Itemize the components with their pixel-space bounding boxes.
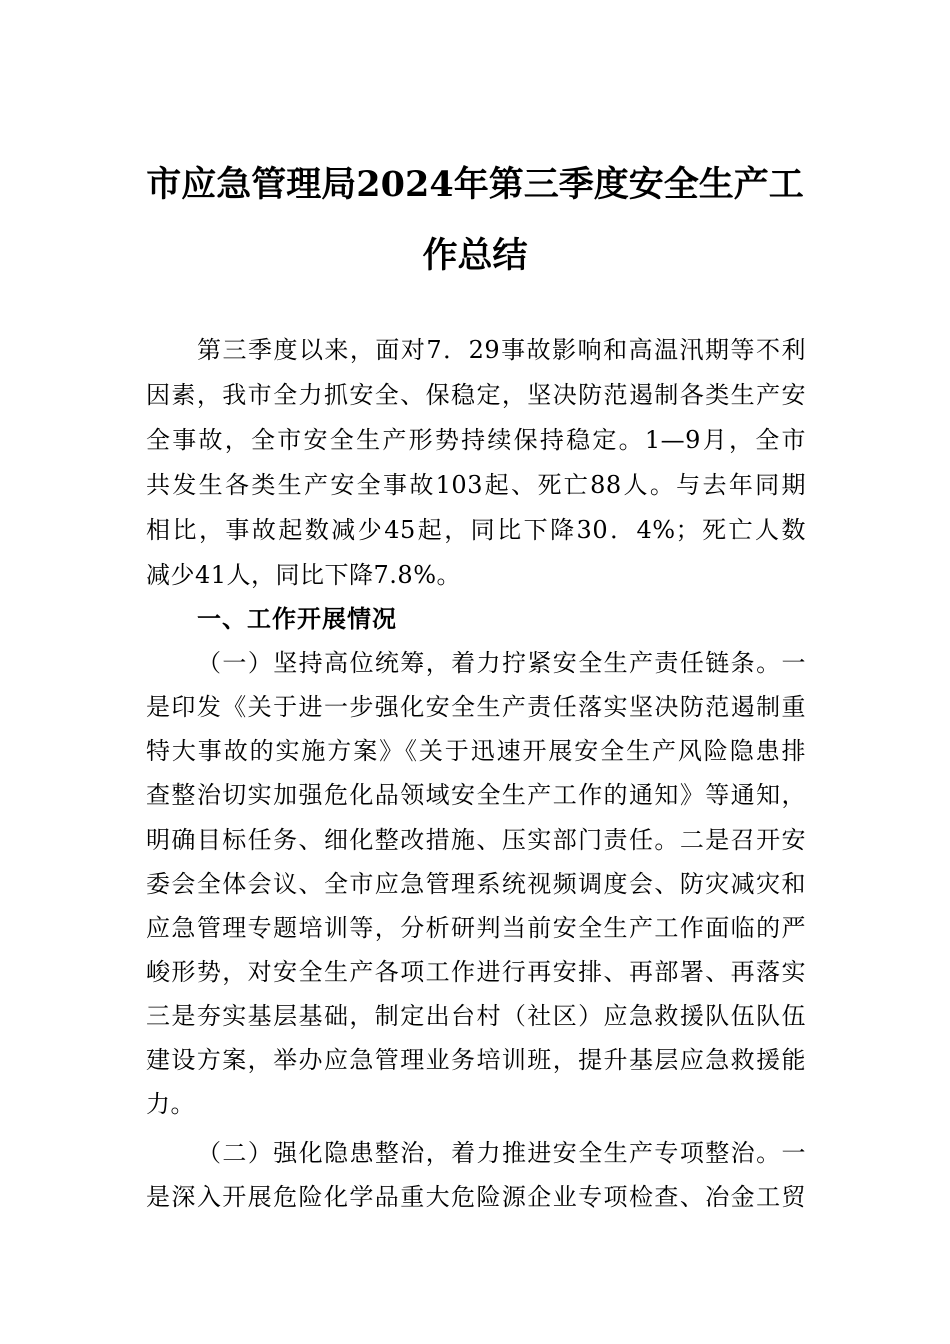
paragraph-1-line: 因素，我市全力抓安全、保稳定，坚决防范遏制各类生产安 (146, 381, 806, 409)
paragraph-2-line: 峻形势，对安全生产各项工作进行再安排、再部署、再落实 (146, 958, 806, 986)
paragraph-2-line: （一）坚持高位统筹，着力拧紧安全生产责任链条。一 (197, 649, 806, 677)
paragraph-1-line: 共发生各类生产安全事故103起、死亡88人。与去年同期 (146, 471, 806, 499)
paragraph-2-line: 应急管理专题培训等，分析研判当前安全生产工作面临的严 (146, 914, 806, 942)
paragraph-2-line: 特大事故的实施方案》《关于迅速开展安全生产风险隐患排 (146, 737, 806, 765)
paragraph-3-line: 是深入开展危险化学品重大危险源企业专项检查、冶金工贸 (146, 1183, 806, 1211)
paragraph-2-line: 三是夯实基层基础，制定出台村（社区）应急救援队伍队伍 (146, 1002, 806, 1030)
paragraph-1-line: 全事故，全市安全生产形势持续保持稳定。1—9月，全市 (146, 426, 806, 454)
paragraph-2-line: 建设方案，举办应急管理业务培训班，提升基层应急救援能 (146, 1046, 806, 1074)
paragraph-2-line: 委会全体会议、全市应急管理系统视频调度会、防灾减灾和 (146, 870, 806, 898)
paragraph-2-line: 是印发《关于进一步强化安全生产责任落实坚决防范遏制重 (146, 693, 806, 721)
document-title-line-2: 作总结 (422, 235, 528, 276)
document-title-line-1: 市应急管理局2024年第三季度安全生产工 (146, 164, 804, 205)
paragraph-1-line: 相比，事故起数减少45起，同比下降30．4%；死亡人数 (146, 516, 806, 544)
paragraph-1-line: 减少41人，同比下降7.8%。 (146, 561, 462, 589)
paragraph-2-line: 查整治切实加强危化品领域安全生产工作的通知》等通知， (146, 781, 806, 809)
paragraph-3-line: （二）强化隐患整治，着力推进安全生产专项整治。一 (197, 1139, 806, 1167)
section-heading: 一、工作开展情况 (197, 605, 397, 633)
paragraph-2-line: 明确目标任务、细化整改措施、压实部门责任。二是召开安 (146, 826, 806, 854)
paragraph-1-line: 第三季度以来，面对7．29事故影响和高温汛期等不利 (197, 336, 806, 364)
paragraph-2-line: 力。 (146, 1090, 195, 1118)
